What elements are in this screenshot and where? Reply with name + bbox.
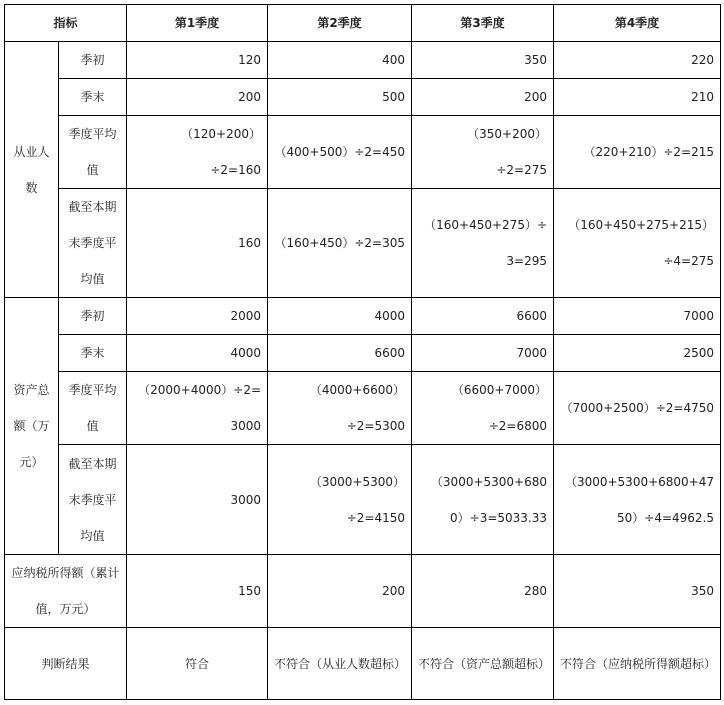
table-row bbox=[5, 42, 721, 79]
cell-q3: 6600 bbox=[412, 298, 554, 335]
row-label: 截至本期末季度平均值 bbox=[59, 189, 127, 298]
cell-q2: （400+500）÷2=450 bbox=[268, 116, 412, 189]
row-label: 季初 bbox=[59, 42, 127, 79]
table-row bbox=[5, 189, 721, 298]
cell-q4: （220+210）÷2=215 bbox=[554, 116, 721, 189]
cell-q2: （160+450）÷2=305 bbox=[268, 189, 412, 298]
cell-q3: 7000 bbox=[412, 335, 554, 372]
cell-q3: 280 bbox=[412, 555, 554, 628]
cell-q1: （120+200）÷2=160 bbox=[127, 116, 268, 189]
cell-q3: （350+200）÷2=275 bbox=[412, 116, 554, 189]
cell-q4: （7000+2500）÷2=4750 bbox=[554, 372, 721, 445]
cell-q2: 6600 bbox=[268, 335, 412, 372]
cell-q2: （3000+5300）÷2=4150 bbox=[268, 445, 412, 555]
row-label: 季末 bbox=[59, 335, 127, 372]
cell-q2: （4000+6600）÷2=5300 bbox=[268, 372, 412, 445]
table-row bbox=[5, 445, 721, 555]
quarterly-indicator-table bbox=[4, 4, 721, 700]
cell-q3: （160+450+275）÷3=295 bbox=[412, 189, 554, 298]
table-row bbox=[5, 555, 721, 628]
cell-q3: （6600+7000）÷2=6800 bbox=[412, 372, 554, 445]
cell-q1: 160 bbox=[127, 189, 268, 298]
row-label: 季度平均值 bbox=[59, 372, 127, 445]
cell-q1: 4000 bbox=[127, 335, 268, 372]
taxable-label: 应纳税所得额（累计值，万元） bbox=[5, 555, 127, 628]
cell-q2: 400 bbox=[268, 42, 412, 79]
cell-q3: 350 bbox=[412, 42, 554, 79]
cell-q4: 350 bbox=[554, 555, 721, 628]
result-q3: 不符合（资产总额超标） bbox=[412, 628, 554, 700]
header-q3: 第3季度 bbox=[412, 5, 554, 42]
cell-q4: 7000 bbox=[554, 298, 721, 335]
cell-q2: 500 bbox=[268, 79, 412, 116]
assets-group-label: 资产总额（万元） bbox=[5, 298, 59, 555]
cell-q4: （160+450+275+215）÷4=275 bbox=[554, 189, 721, 298]
result-q1: 符合 bbox=[127, 628, 268, 700]
table-row bbox=[5, 372, 721, 445]
table-row bbox=[5, 335, 721, 372]
header-q1: 第1季度 bbox=[127, 5, 268, 42]
header-indicator: 指标 bbox=[5, 5, 127, 42]
table-row bbox=[5, 298, 721, 335]
row-label: 截至本期末季度平均值 bbox=[59, 445, 127, 555]
employees-group-label: 从业人数 bbox=[5, 42, 59, 298]
cell-q1: 2000 bbox=[127, 298, 268, 335]
cell-q1: 3000 bbox=[127, 445, 268, 555]
row-label: 季末 bbox=[59, 79, 127, 116]
result-label: 判断结果 bbox=[5, 628, 127, 700]
table-row bbox=[5, 628, 721, 700]
cell-q1: 120 bbox=[127, 42, 268, 79]
cell-q3: 200 bbox=[412, 79, 554, 116]
cell-q2: 200 bbox=[268, 555, 412, 628]
row-label: 季度平均值 bbox=[59, 116, 127, 189]
header-q4: 第4季度 bbox=[554, 5, 721, 42]
cell-q1: （2000+4000）÷2=3000 bbox=[127, 372, 268, 445]
table-row bbox=[5, 116, 721, 189]
cell-q4: 220 bbox=[554, 42, 721, 79]
cell-q4: 2500 bbox=[554, 335, 721, 372]
cell-q3: （3000+5300+6800）÷3=5033.33 bbox=[412, 445, 554, 555]
cell-q1: 150 bbox=[127, 555, 268, 628]
table-row bbox=[5, 79, 721, 116]
row-label: 季初 bbox=[59, 298, 127, 335]
header-q2: 第2季度 bbox=[268, 5, 412, 42]
cell-q1: 200 bbox=[127, 79, 268, 116]
header-row bbox=[5, 5, 721, 42]
result-q2: 不符合（从业人数超标） bbox=[268, 628, 412, 700]
cell-q4: 210 bbox=[554, 79, 721, 116]
result-q4: 不符合（应纳税所得额超标） bbox=[554, 628, 721, 700]
cell-q4: （3000+5300+6800+4750）÷4=4962.5 bbox=[554, 445, 721, 555]
cell-q2: 4000 bbox=[268, 298, 412, 335]
